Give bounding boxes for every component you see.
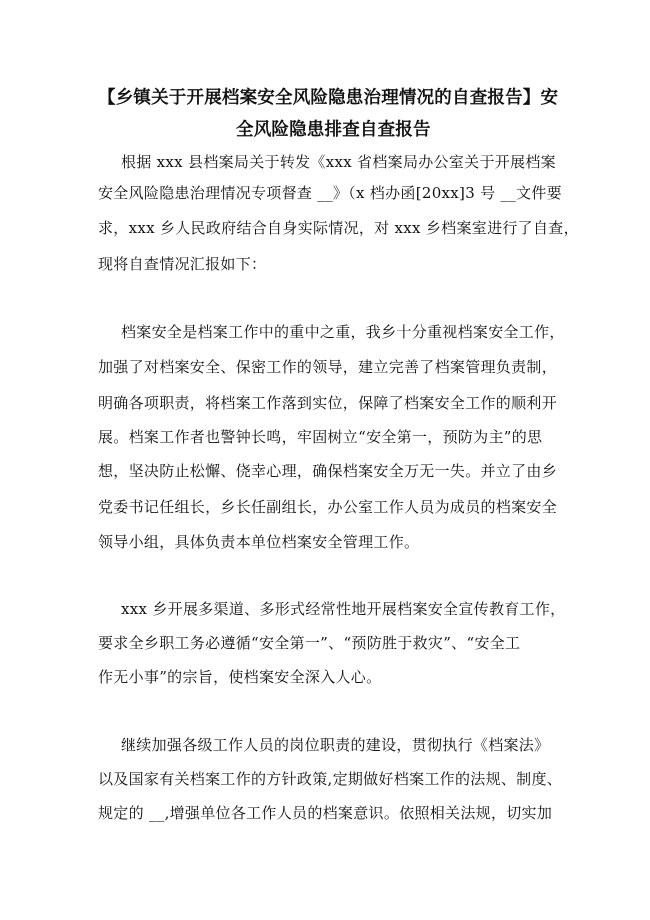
paragraph-2-line-4: 展。档案工作者也警钟长鸣，牢固树立“安全第一，预防为主”的思 <box>98 428 543 446</box>
document-title-line-2: 全风险隐患排查自查报告 <box>236 120 431 140</box>
paragraph-2-line-5: 想，坚决防止松懈、侥幸心理，确保档案安全万无一失。并立了由乡 <box>98 462 558 480</box>
paragraph-3-line-2: 要求全乡职工务必遵循“安全第一”、“预防胜于救灾”、“安全工 <box>98 634 521 652</box>
paragraph-1-line-3: 求，xxx 乡人民政府结合自身实际情况，对 xxx 乡档案室进行了自查， <box>98 219 579 237</box>
paragraph-2-line-6: 党委书记任组长，乡长任副组长，办公室工作人员为成员的档案安全 <box>98 498 558 516</box>
paragraph-2-line-7: 领导小组，具体负责本单位档案安全管理工作。 <box>98 533 420 551</box>
paragraph-4-line-3: 规定的 __,增强单位各工作人员的档案意识。依照相关法规，切实加 <box>98 804 553 822</box>
paragraph-3-line-1: xxx 乡开展多渠道、多形式经常性地开展档案安全宣传教育工作， <box>121 600 566 618</box>
paragraph-4-line-1: 继续加强各级工作人员的岗位职责的建设，贯彻执行《档案法》 <box>121 736 550 754</box>
paragraph-2-line-3: 明确各项职责，将档案工作落到实位，保障了档案安全工作的顺利开 <box>98 394 558 412</box>
document-title-line-1: 【乡镇关于开展档案安全风险隐患治理情况的自查报告】安 <box>98 88 559 108</box>
paragraph-2-line-1: 档案安全是档案工作中的重中之重，我乡十分重视档案安全工作， <box>121 323 565 341</box>
paragraph-1-line-1: 根据 xxx 县档案局关于转发《xxx 省档案局办公室关于开展档案 <box>121 153 556 171</box>
paragraph-3-line-3: 作无小事”的宗旨，使档案安全深入人心。 <box>98 668 382 686</box>
paragraph-4-line-2: 以及国家有关档案工作的方针政策,定期做好档案工作的法规、制度、 <box>98 770 563 788</box>
paragraph-1-line-4: 现将自查情况汇报如下： <box>98 255 267 273</box>
paragraph-2-line-2: 加强了对档案安全、保密工作的领导，建立完善了档案管理负责制， <box>98 358 558 376</box>
paragraph-1-line-2: 安全风险隐患治理情况专项督查 __》（x 档办函[20xx]3 号 __文件要 <box>98 184 562 202</box>
